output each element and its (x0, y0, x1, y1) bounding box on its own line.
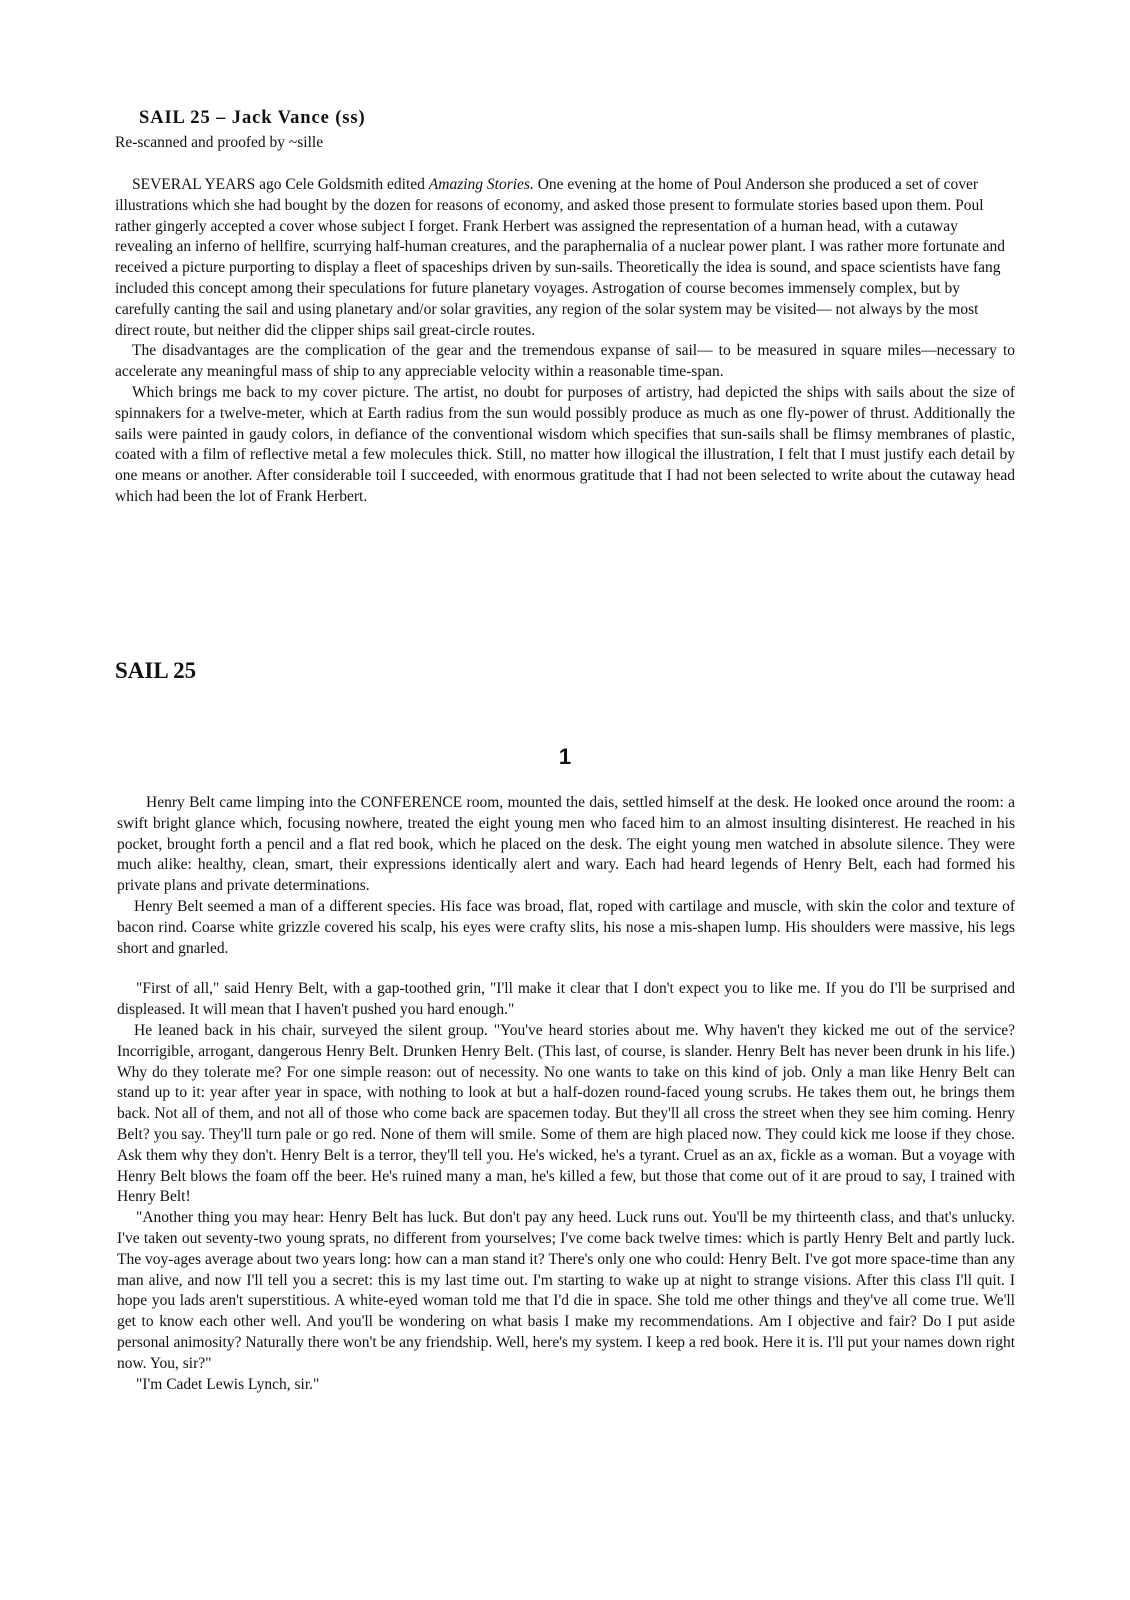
author-introduction (115, 175, 1015, 508)
story-paragraph: "Another thing you may hear: Henry Belt has luck. But don't pay any heed. Luck runs out. You'll be my thirteenth class, and that's unlucky. I've taken out seventy-two young sprats, no different from yourselves; I've come back twelve times: which is partly Henry Belt and partly luck. The voy-ages average about two years long: how can a man stand it? There's only one who could: Henry Belt. I've got more space-time than any man alive, and now I'll tell you a secret: this is my last time out. I'm starting to wake up at night to strange visions. After this class I'll quit. I hope you lads aren't superstitious. A white-eyed woman told me that I'd die in space. She told me other things and they've all come true. We'll get to know each other well. And you'll be wondering on what basis I make my recommendations. Am I objective and fair? Do I put aside personal animosity? Naturally there won't be any friendship. Well, here's my system. I keep a red book. Here it is. I'll put your names down right now. You, sir?" (117, 1209, 1015, 1372)
document-title: SAIL 25 – Jack Vance (ss) (139, 108, 366, 128)
scan-credit: Re-scanned and proofed by ~sille (115, 134, 324, 151)
story-paragraph: Henry Belt came limping into the CONFERENCE room, mounted the dais, settled himself at the desk. He looked once around the room: a swift bright glance which, focusing nowhere, treated the eight young men who faced him to an almost insulting disinterest. He reached in his pocket, brought forth a pencil and a flat red book, which he placed on the desk. The eight young men watched in absolute silence. They were much alike: healthy, clean, smart, their expressions identically alert and wary. Each had heard legends of Henry Belt, each had formed his private plans and private determinations. (117, 794, 1015, 895)
story-paragraph: Henry Belt seemed a man of a different species. His face was broad, flat, roped with cartilage and muscle, with skin the color and texture of bacon rind. Coarse white grizzle covered his scalp, his eyes were crafty slits, his nose a mis-shapen lump. His shoulders were massive, his legs short and gnarled. (117, 897, 1015, 957)
story-title: SAIL 25 (115, 658, 197, 683)
story-paragraph: He leaned back in his chair, surveyed the silent group. "You've heard stories about me. Why haven't they kicked me out of the service? Incorrigible, arrogant, dangerous Henry Belt. Drunken Henry Belt. (This last, of course, is slander. Henry Belt has never been drunk in his life.) Why do they tolerate me? For one simple reason: out of necessity. No one wants to take on this kind of job. Only a man like Henry Belt can stand up to it: year after year in space, with nothing to look at but a half-dozen round-faced young scrubs. He takes them out, he brings them back. Not all of them, and not all of those who come back are spacemen today. But they'll all cross the street when they see him coming. Henry Belt? you say. They'll turn pale or go red. None of them will smile. Some of them are high placed now. They could kick me loose if they chose. Ask them why they don't. Henry Belt is a terror, they'll tell you. He's wicked, he's a tyrant. Cruel as an ax, fickle as a woman. But a voyage with Henry Belt blows the foam off the beer. He's ruined many a man, he's killed a few, but those that come out of it are proud to say, I trained with Henry Belt! (117, 1021, 1015, 1206)
story-paragraph: "I'm Cadet Lewis Lynch, sir." (136, 1375, 320, 1393)
intro-paragraph-3: Which brings me back to my cover picture. The artist, no doubt for purposes of artistry, had depicted the ships with sails about the size of spinnakers for a twelve-meter, which at Earth radius from the sun would possibly produce as much as one fly-power of thrust. Additionally the sails were painted in gaudy colors, in defiance of the conventional wisdom which specifies that sun-sails shall be flimsy membranes of plastic, coated with a film of reflective metal a few molecules thick. Still, no matter how illogical the illustration, I felt that I must justify each detail by one means or another. After considerable toil I succeeded, with enormous gratitude that I had not been selected to write about the cutaway head which had been the lot of Frank Herbert. (115, 383, 1015, 505)
magazine-title: Amazing Stories. (428, 176, 534, 193)
intro-paragraph-2: The disadvantages are the complication of the gear and the tremendous expanse of sail— to be measured in square miles—necessary to accelerate any meaningful mass of ship to any appreciable velocity within a reasonable time-span. (115, 342, 1015, 381)
story-body (117, 793, 1015, 1395)
intro-paragraph-1: SEVERAL YEARS ago Cele Goldsmith edited Amazing Stories. One evening at the home of Poul Anderson she produced a set of cover illustrations which she had bought by the dozen for reasons of economy, and asked those present to formulate stories based upon them. Poul rather gingerly accepted a cover whose subject I forget. Frank Herbert was assigned the representation of a human head, with a cutaway revealing an inferno of hellfire, scurrying half-human creatures, and the paraphernalia of a nuclear power plant. I was rather more fortunate and received a picture purporting to display a fleet of spaceships driven by sun-sails. Theoretically the idea is sound, and space scientists have fang included this concept among their speculations for future planetary voyages. Astrogation of course becomes immensely complex, but by carefully canting the sail and using planetary and/or solar gravities, any region of the solar system may be visited— not always by the most direct route, but neither did the clipper ships sail great-circle routes. (115, 176, 1005, 339)
story-paragraph: "First of all," said Henry Belt, with a gap-toothed grin, "I'll make it clear that I don't expect you to like me. If you do I'll be surprised and displeased. It will mean that I haven't pushed you hard enough." (117, 980, 1015, 1019)
chapter-number: 1 (558, 744, 572, 769)
